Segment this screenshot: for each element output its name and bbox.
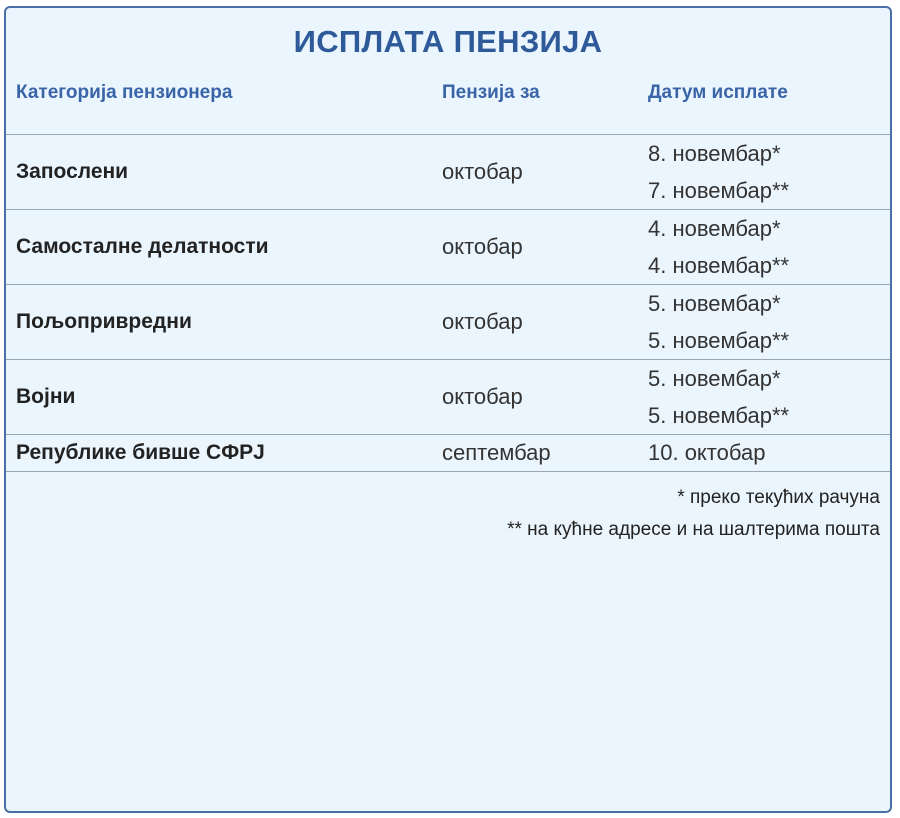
month-cell: октобар — [442, 159, 523, 184]
table-row — [6, 359, 890, 434]
table-row — [6, 434, 890, 472]
header-payment-date: Датум исплате — [648, 82, 788, 103]
table-row — [6, 209, 890, 284]
month-cell: октобар — [442, 384, 523, 409]
category-cell: Пољопривредни — [16, 310, 192, 333]
category-cell: Републике бивше СФРЈ — [16, 441, 265, 464]
category-cell: Самосталне делатности — [16, 235, 269, 258]
dates-cell — [648, 360, 789, 434]
payment-date: 5. новембар* — [648, 291, 781, 316]
footnote-current-account: * преко текућих рачуна — [677, 487, 880, 508]
month-cell: октобар — [442, 309, 523, 334]
pension-table — [6, 134, 890, 472]
dates-cell — [648, 210, 789, 284]
dates-cell — [648, 135, 789, 209]
footnote-home-address: ** на кућне адресе и на шалтерима пошта — [507, 519, 880, 540]
payment-date: 10. октобар — [648, 440, 766, 465]
category-cell: Запослени — [16, 160, 129, 183]
payment-date: 5. новембар** — [648, 328, 790, 353]
pension-payment-panel — [4, 6, 892, 813]
footnotes — [507, 482, 880, 546]
payment-date: 7. новембар** — [648, 178, 790, 203]
panel-title: ИСПЛАТА ПЕНЗИЈА — [293, 24, 603, 59]
category-cell: Војни — [16, 385, 76, 408]
table-row — [6, 134, 890, 209]
dates-cell — [648, 285, 789, 359]
payment-date: 4. новембар** — [648, 253, 790, 278]
header-category: Категорија пензионера — [16, 82, 233, 103]
header-pension-for: Пензија за — [442, 82, 540, 103]
payment-date: 5. новембар* — [648, 366, 781, 391]
table-row — [6, 284, 890, 359]
month-cell: септембар — [442, 440, 551, 465]
payment-date: 5. новембар** — [648, 403, 790, 428]
payment-date: 8. новембар* — [648, 141, 781, 166]
month-cell: октобар — [442, 234, 523, 259]
payment-date: 4. новембар* — [648, 216, 781, 241]
